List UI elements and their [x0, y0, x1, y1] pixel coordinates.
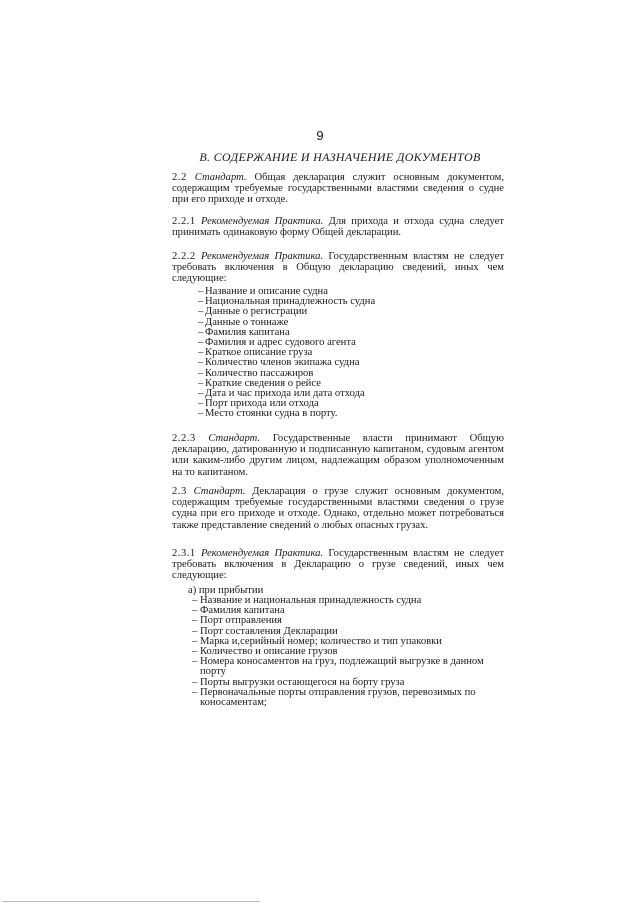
- paragraph-2-3: [172, 486, 504, 531]
- paragraph-kind: Рекомендуемая Практика.: [201, 216, 324, 227]
- list-item: – Фамилия капитана: [198, 328, 506, 338]
- list-item: – Дата и час прихода или дата отхода: [198, 389, 506, 399]
- paragraph-text: Государственным властям не следует требовать включения в Общую декларацию сведений, иных чем следующие:: [172, 251, 504, 285]
- list-item: – Марка и,серийный номер; количество и тип упаковки: [192, 637, 504, 647]
- paragraph-2-3-1: [172, 548, 504, 582]
- list-item: – Название и национальная принадлежность судна: [192, 596, 504, 606]
- list-item: – Количество пассажиров: [198, 369, 506, 379]
- bottom-rule: [2, 901, 260, 902]
- paragraph-kind: Стандарт.: [194, 172, 247, 183]
- paragraph-kind: Стандарт.: [208, 433, 261, 444]
- list-item: – Название и описание судна: [198, 287, 506, 297]
- subsection-arrival: а) при прибытии: [188, 585, 264, 596]
- paragraph-2-2-3: [172, 433, 504, 478]
- list-item: – Количество и описание грузов: [192, 647, 504, 657]
- list-item: – Данные о регистрации: [198, 307, 506, 317]
- list-item: – Порт прихода или отхода: [198, 399, 506, 409]
- paragraph-number: 2.2.3: [172, 433, 196, 444]
- paragraph-text: Государственные власти принимают Общую декларацию, датированную и подписанную капитаном, судовым агентом или каким-либо другим лицом, надлежащим образом уполномоченным на то капитаном.: [172, 433, 505, 478]
- paragraph-2-2: [172, 172, 504, 206]
- paragraph-number: 2.2.1: [172, 216, 196, 227]
- paragraph-number: 2.3.1: [172, 548, 196, 559]
- list-item: – Количество членов экипажа судна: [198, 358, 506, 368]
- list-item: – Данные о тоннаже: [198, 318, 506, 328]
- list-item: – Место стоянки судна в порту.: [198, 409, 506, 419]
- paragraph-text: Декларация о грузе служит основным документом, содержащим требуемые государственными властями сведения о грузе судна при его приходе и отходе. Однако, отдельно может потребоваться также представление сведений о любых опасных грузах.: [172, 486, 505, 531]
- paragraph-number: 2.2: [172, 172, 187, 183]
- section-heading: B. СОДЕРЖАНИЕ И НАЗНАЧЕНИЕ ДОКУМЕНТОВ: [199, 150, 481, 164]
- paragraph-kind: Рекомендуемая Практика.: [200, 251, 324, 262]
- list-item: – Краткое описание груза: [198, 348, 506, 358]
- list-item: – Порты выгрузки остающегося на борту груза: [192, 678, 504, 688]
- list-item: – Первоначальные порты отправления грузов, перевозимых по коносаментам;: [192, 688, 504, 708]
- paragraph-text: Общая декларация служит основным документом, содержащим требуемые государственными властями сведения о судне при его приходе и отходе.: [172, 172, 504, 206]
- page-number: 9: [316, 128, 324, 143]
- paragraph-text: Для прихода и отхода судна следует принимать одинаковую форму Общей декларации.: [172, 216, 505, 239]
- paragraph-kind: Стандарт.: [193, 486, 246, 497]
- paragraph-2-2-2: [172, 251, 504, 285]
- list-vessel-details: [198, 287, 506, 420]
- paragraph-text: Государственным властям не следует требовать включения в Декларацию о грузе сведений, иных чем следующие:: [172, 548, 504, 582]
- list-item: – Номера коносаментов на груз, подлежащий выгрузке в данном порту: [192, 657, 504, 677]
- list-item: – Порт составления Декларации: [192, 627, 504, 637]
- list-item: – Краткие сведения о рейсе: [198, 379, 506, 389]
- list-item: – Порт отправления: [192, 616, 504, 626]
- paragraph-number: 2.3: [172, 486, 187, 497]
- list-cargo-details: [192, 596, 504, 708]
- paragraph-number: 2.2.2: [172, 251, 196, 262]
- list-item: – Национальная принадлежность судна: [198, 297, 506, 307]
- list-item: – Фамилия капитана: [192, 606, 504, 616]
- paragraph-kind: Рекомендуемая Практика.: [200, 548, 324, 559]
- paragraph-2-2-1: [172, 216, 504, 238]
- list-item: – Фамилия и адрес судового агента: [198, 338, 506, 348]
